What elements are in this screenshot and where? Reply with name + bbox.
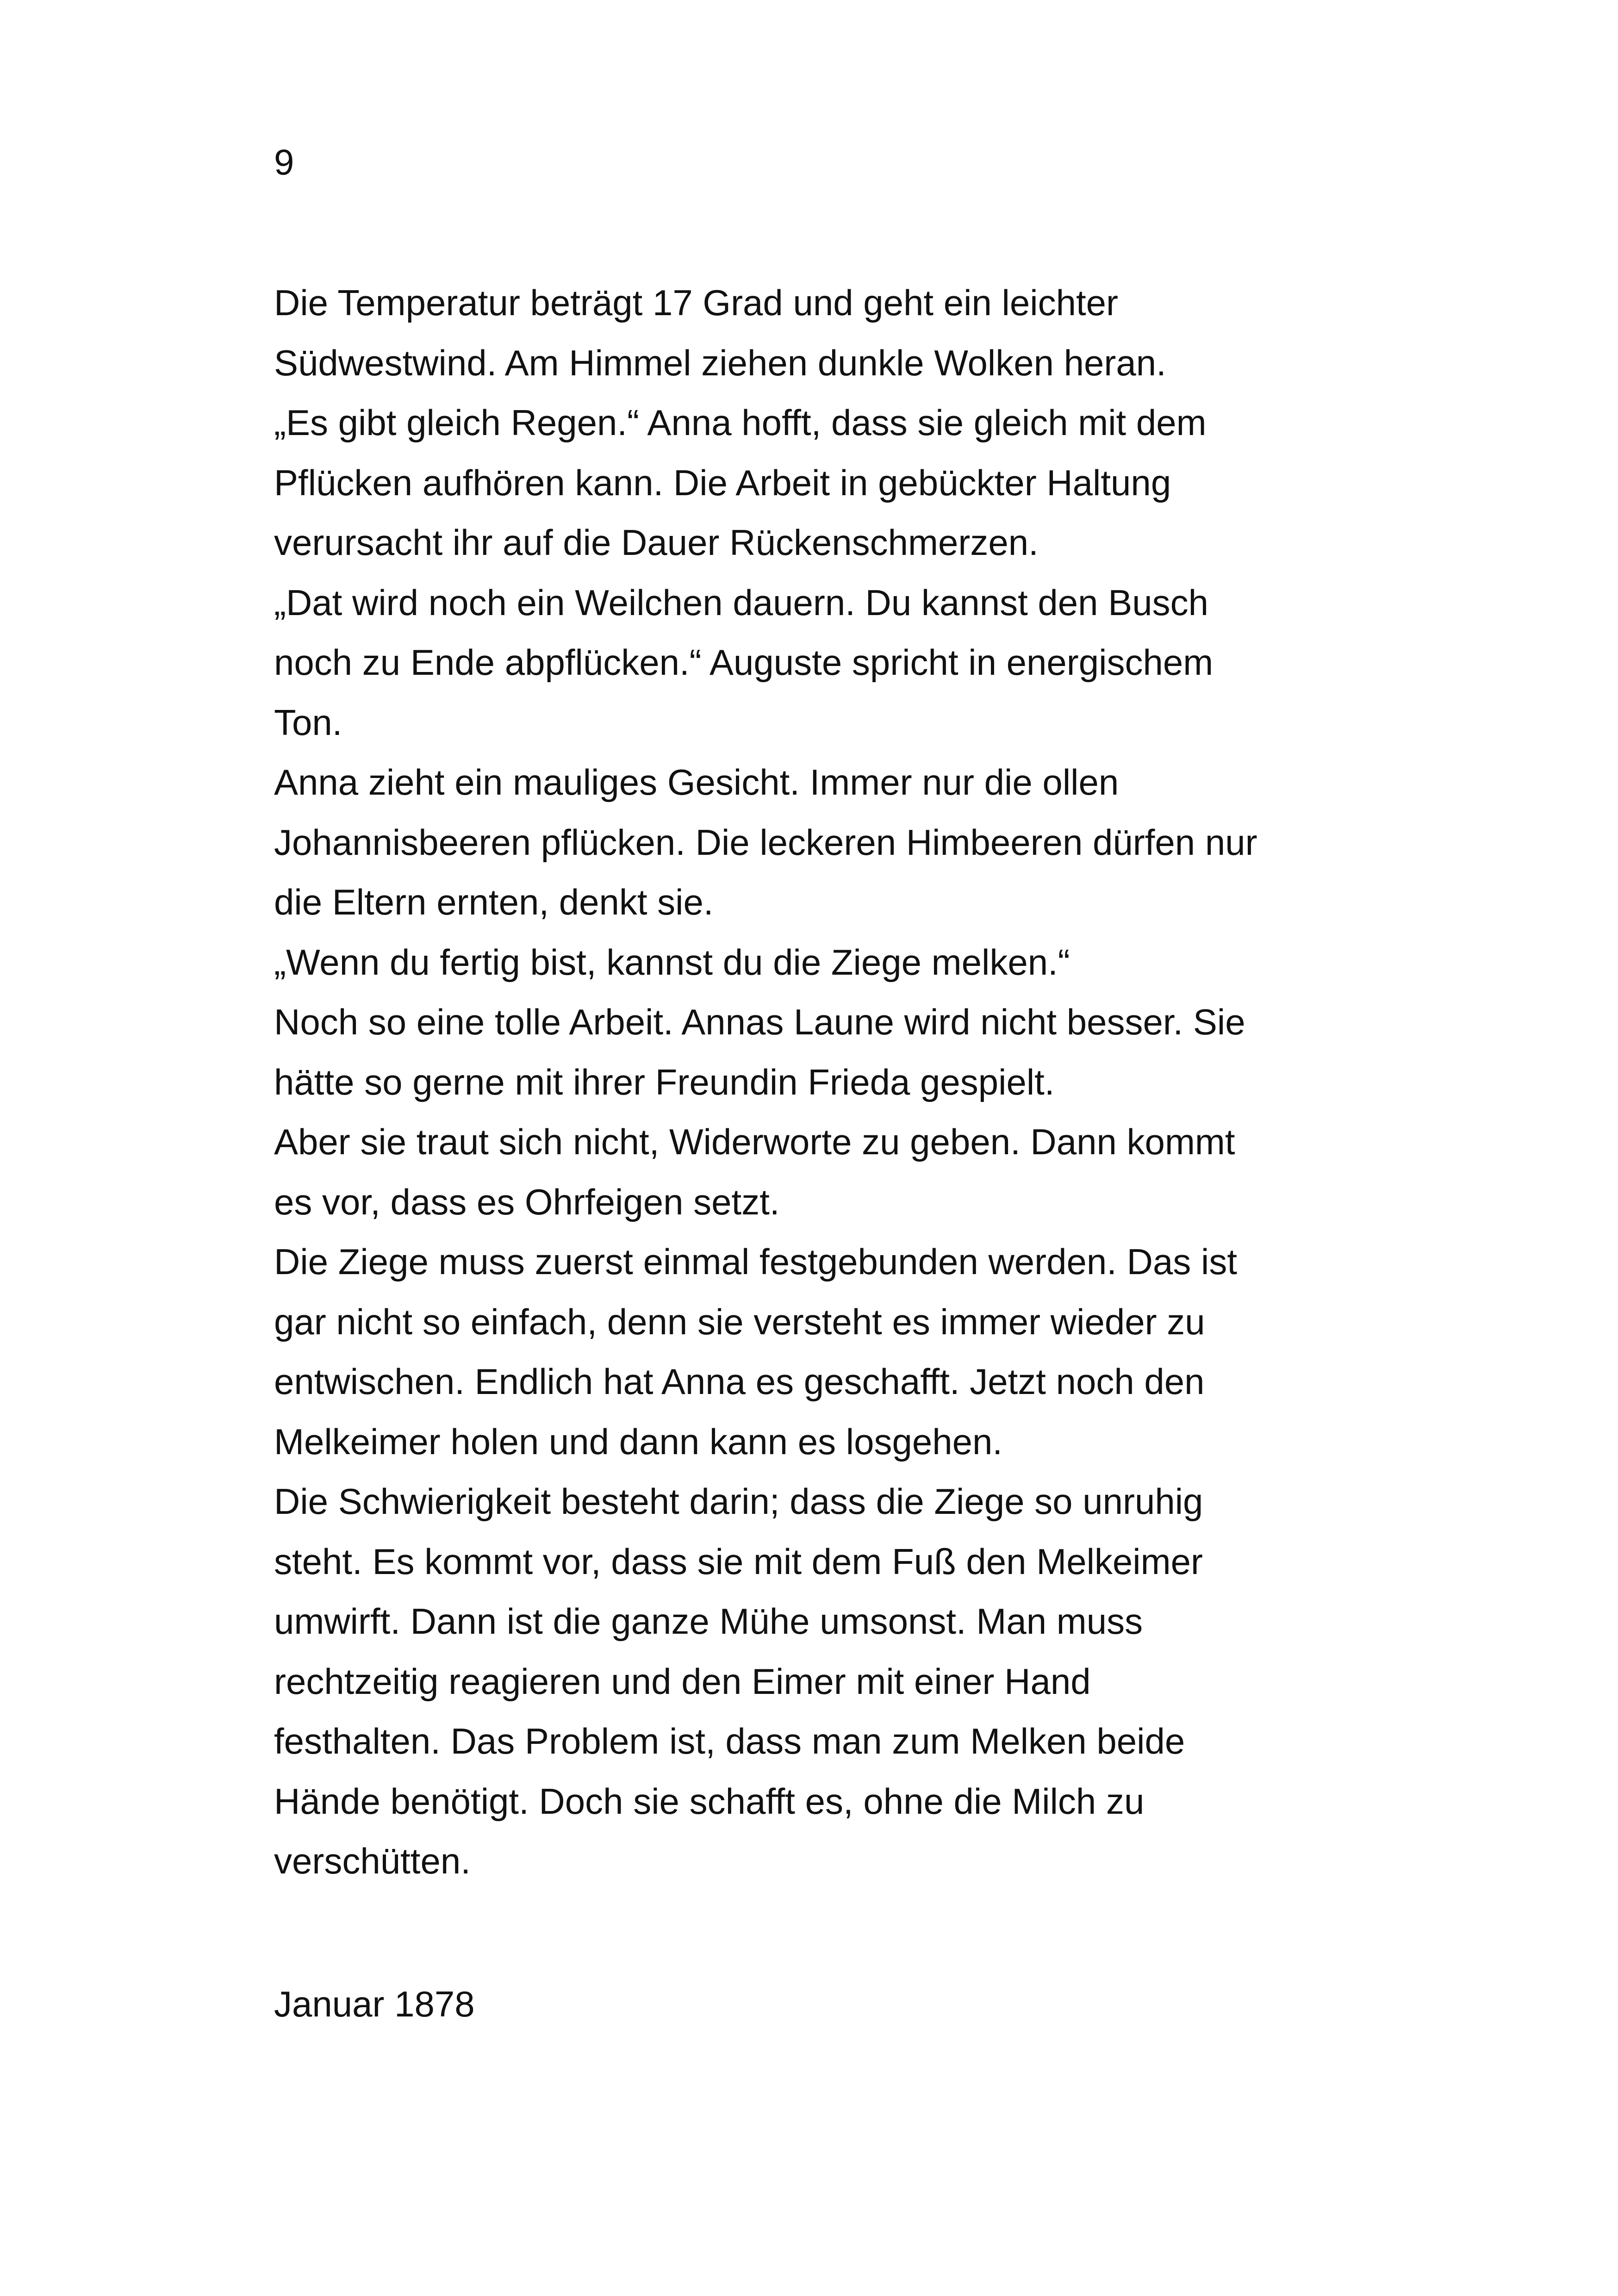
text-line: festhalten. Das Problem ist, dass man zum Melken beide bbox=[274, 1721, 1185, 1761]
text-line: verursacht ihr auf die Dauer Rückenschmerzen. bbox=[274, 522, 1039, 563]
text-line: hätte so gerne mit ihrer Freundin Frieda gespielt. bbox=[274, 1061, 1055, 1102]
text-line: verschütten. bbox=[274, 1841, 471, 1881]
text-line: es vor, dass es Ohrfeigen setzt. bbox=[274, 1181, 780, 1222]
text-line: Die Ziege muss zuerst einmal festgebunden werden. Das ist bbox=[274, 1241, 1238, 1282]
text-line: „Dat wird noch ein Weilchen dauern. Du kannst den Busch bbox=[274, 582, 1209, 623]
text-line: Johannisbeeren pflücken. Die leckeren Himbeeren dürfen nur bbox=[274, 821, 1257, 863]
body-text bbox=[274, 273, 1385, 1892]
text-line: Anna zieht ein mauliges Gesicht. Immer nur die ollen bbox=[274, 762, 1119, 803]
section-heading: Januar 1878 bbox=[274, 1984, 475, 2024]
text-line: Südwestwind. Am Himmel ziehen dunkle Wolken heran. bbox=[274, 342, 1166, 383]
text-line: gar nicht so einfach, denn sie versteht es immer wieder zu bbox=[274, 1301, 1205, 1342]
text-line: Ton. bbox=[274, 702, 342, 743]
text-line: Noch so eine tolle Arbeit. Annas Laune wird nicht besser. Sie bbox=[274, 1002, 1245, 1042]
text-line: entwischen. Endlich hat Anna es geschafft. Jetzt noch den bbox=[274, 1361, 1205, 1402]
text-line: Pflücken aufhören kann. Die Arbeit in gebückter Haltung bbox=[274, 462, 1171, 503]
text-line: die Eltern ernten, denkt sie. bbox=[274, 882, 714, 922]
text-line: Aber sie traut sich nicht, Widerworte zu geben. Dann kommt bbox=[274, 1121, 1235, 1162]
text-line: umwirft. Dann ist die ganze Mühe umsonst. Man muss bbox=[274, 1601, 1143, 1642]
text-line: rechtzeitig reagieren und den Eimer mit einer Hand bbox=[274, 1661, 1091, 1702]
text-line: noch zu Ende abpflücken.“ Auguste spricht in energischem bbox=[274, 642, 1214, 683]
text-line: „Es gibt gleich Regen.“ Anna hofft, dass sie gleich mit dem bbox=[274, 402, 1207, 443]
text-line: steht. Es kommt vor, dass sie mit dem Fuß den Melkeimer bbox=[274, 1541, 1203, 1582]
text-line: Die Temperatur beträgt 17 Grad und geht ein leichter bbox=[274, 282, 1118, 323]
text-line: Melkeimer holen und dann kann es losgehen. bbox=[274, 1421, 1003, 1462]
text-line: „Wenn du fertig bist, kannst du die Ziege melken.“ bbox=[274, 941, 1070, 983]
text-line: Hände benötigt. Doch sie schafft es, ohne die Milch zu bbox=[274, 1780, 1145, 1822]
text-line: Die Schwierigkeit besteht darin; dass die Ziege so unruhig bbox=[274, 1481, 1203, 1522]
page-number: 9 bbox=[274, 142, 294, 182]
